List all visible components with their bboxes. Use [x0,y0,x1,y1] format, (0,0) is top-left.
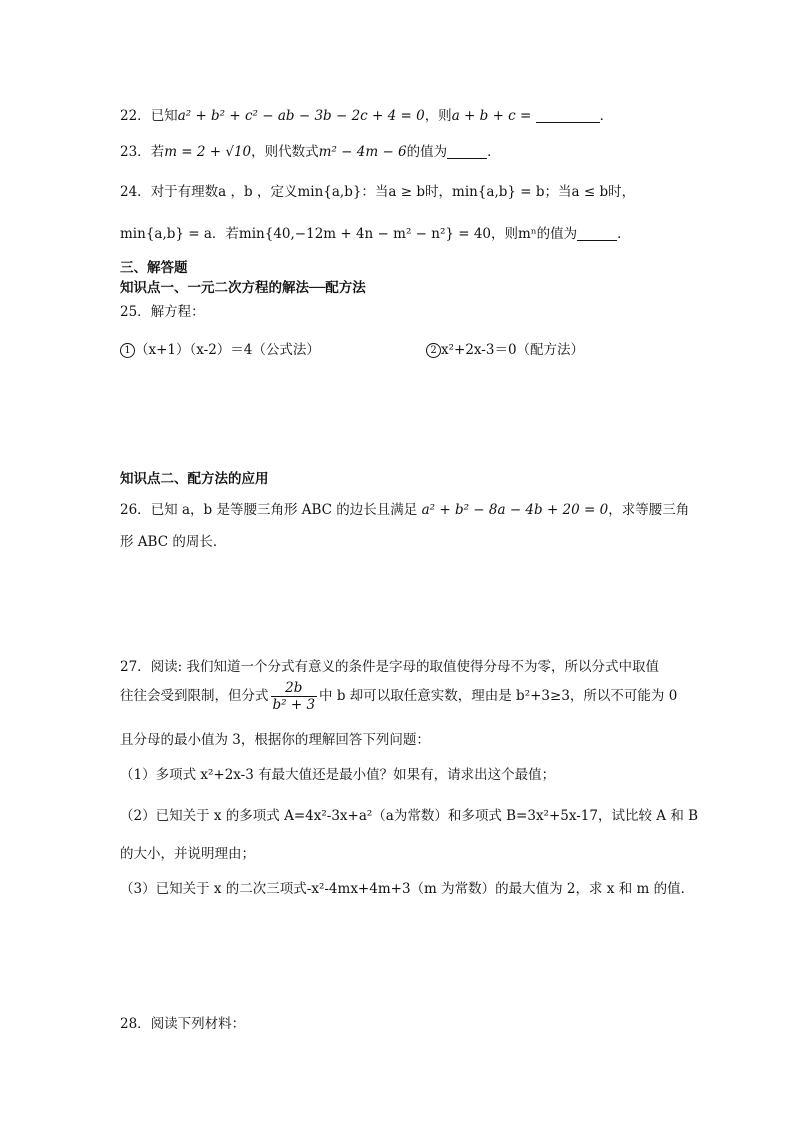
question-22 [120,104,613,124]
q26-number: 26． [120,502,151,518]
q23-number: 23． [120,144,151,160]
q24-line-1: 对于有理数a ，b ，定义min{a,b}：当a ≥ b时，min{a,b} = b；当a ≤ b时， [150,184,636,200]
q22-equation: a² + b² + c² − ab − 3b − 2c + 4 = 0 [177,108,425,124]
q25-number: 25． [120,304,151,320]
q25-part-2 [426,338,584,358]
q27-sub-2-text: （2）已知关于 x 的多项式 A=4x²-3x+a²（a为常数）和多项式 B=3x²+5x-17，试比较 A 和 B [120,808,699,824]
q22-end: ． [599,108,614,124]
q22-ask: a + b + c = [451,108,532,124]
q27-line-1: 阅读: 我们知道一个分式有意义的条件是字母的取值使得分母不为零，所以分式中取值 [150,659,660,675]
q25-text: 解方程： [150,304,205,320]
q26-text-1: 已知 a，b 是等腰三角形 ABC 的边长且满足 [150,502,418,518]
q24-answer-blank[interactable] [577,226,617,241]
q25-part-1 [120,338,320,358]
q28-text: 阅读下列材料： [150,1016,246,1032]
q27-sub-2 [120,804,698,824]
q27-sub-3 [120,877,694,897]
q23-end: ． [487,144,501,160]
q27-number: 27． [120,659,151,675]
q23-text-3: 的值为 [406,144,448,160]
q26-text-2: ，求等腰三角 [608,502,690,518]
q22-text-2: ，则 [424,108,452,124]
q27-line-2b: 中 b 却可以取任意实数，理由是 b²+3≥3，所以不可能为 0 [319,688,678,704]
q27-sub-2-text-cont: 的大小，并说明理由； [120,846,255,862]
q26-equation: a² + b² − 8a − 4b + 20 = 0 [421,502,609,518]
q27-sub-1 [120,763,555,783]
q28-number: 28． [120,1016,151,1032]
q27-line-2a: 往往会受到限制，但分式 [120,688,269,704]
q27-fraction-denominator: b² + 3 [272,697,316,713]
question-24-line-1 [120,180,635,200]
q23-text-2: ，则代数式 [251,144,319,160]
knowledge-point-2: 知识点二、配方法的应用 [120,471,269,487]
q23-answer-blank[interactable] [447,144,487,159]
q22-text-1: 已知 [150,108,178,124]
question-27-line-2 [120,680,677,713]
q24-end: ． [617,226,631,242]
q24-number: 24． [120,184,151,200]
question-27-line-3 [120,728,430,748]
q22-number: 22． [120,108,151,124]
question-26-line-1 [120,498,689,518]
q23-expr-2: m² − 4m − 6 [318,144,407,160]
q27-sub-2-cont [120,842,255,862]
q24-line-2: min{a,b} = a．若min{40,−12m + 4n − m² − n²} = 40，则mⁿ的值为 [120,226,578,242]
q25-part-2-text: x²+2x-3＝0（配方法） [441,342,585,358]
question-26-line-2 [120,530,226,550]
knowledge-point-1: 知识点一、一元二次方程的解法──配方法 [120,280,366,296]
q27-fraction-numerator: 2b [285,680,303,696]
q27-fraction [271,680,318,713]
q25-part-1-text: （x+1）（x-2）＝4（公式法） [135,342,320,358]
q23-expr: m = 2 + √10 [164,144,252,160]
question-23 [120,140,501,160]
q23-text-1: 若 [150,144,165,160]
q27-sub-3-text: （3）已知关于 x 的二次三项式-x²-4mx+4m+3（m 为常数）的最大值为 2，求 x 和 m 的值． [120,881,695,897]
q27-line-3: 且分母的最小值为 3，根据你的理解回答下列问题： [120,732,430,748]
q27-sub-1-text: （1）多项式 x²+2x-3 有最大值还是最小值？如果有，请求出这个最值； [120,767,556,783]
q25-part-1-marker: 1 [120,343,135,358]
question-24-line-2 [120,222,631,242]
q26-line-2: 形 ABC 的周长． [120,534,227,550]
q22-answer-blank[interactable] [536,108,600,123]
question-28 [120,1012,245,1032]
question-27-line-1 [120,655,659,675]
question-25 [120,300,205,320]
q25-part-2-marker: 2 [426,343,441,358]
section-heading: 三、解答题 [120,260,188,276]
